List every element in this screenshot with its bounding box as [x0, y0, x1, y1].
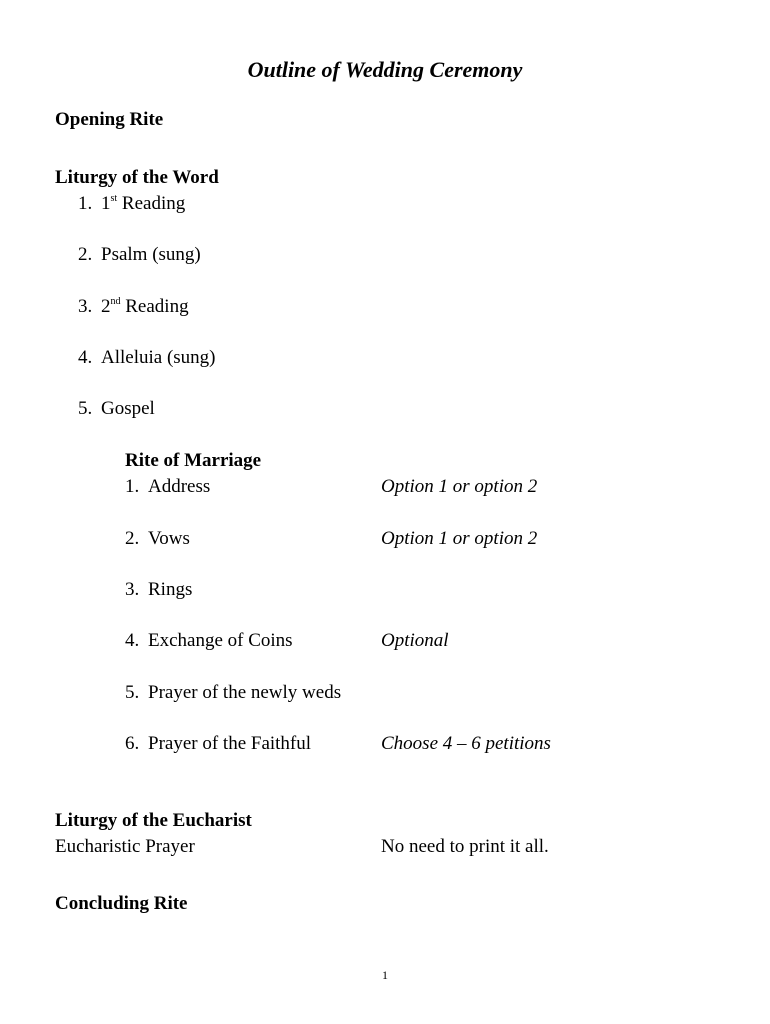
- item-note: No need to print it all.: [381, 836, 549, 857]
- list-item: 4. Exchange of Coins: [125, 630, 293, 651]
- list-item: 2. Psalm (sung): [78, 244, 201, 265]
- list-item: 3. Rings: [125, 579, 193, 600]
- item-note: Choose 4 – 6 petitions: [381, 733, 551, 754]
- list-item: 5. Gospel: [78, 398, 155, 419]
- list-item: 2. Vows: [125, 528, 190, 549]
- list-item: 3. 2nd Reading: [78, 295, 189, 317]
- list-item: 1. Address: [125, 476, 211, 497]
- list-item: 4. Alleluia (sung): [78, 347, 216, 368]
- heading-opening-rite: Opening Rite: [55, 109, 164, 130]
- eucharistic-prayer-line: Eucharistic Prayer: [55, 836, 195, 857]
- item-note: Option 1 or option 2: [381, 476, 538, 497]
- heading-concluding-rite: Concluding Rite: [55, 893, 188, 914]
- item-note: Option 1 or option 2: [381, 528, 538, 549]
- page-number: 1: [382, 968, 388, 982]
- heading-liturgy-of-the-word: Liturgy of the Word: [55, 167, 219, 188]
- heading-rite-of-marriage: Rite of Marriage: [125, 450, 262, 471]
- item-note: Optional: [381, 630, 449, 651]
- list-item: 5. Prayer of the newly weds: [125, 682, 342, 703]
- heading-liturgy-of-the-eucharist: Liturgy of the Eucharist: [55, 810, 252, 831]
- list-item: 1. 1st Reading: [78, 192, 186, 214]
- document-title: Outline of Wedding Ceremony: [247, 57, 523, 82]
- list-item: 6. Prayer of the Faithful: [125, 733, 312, 754]
